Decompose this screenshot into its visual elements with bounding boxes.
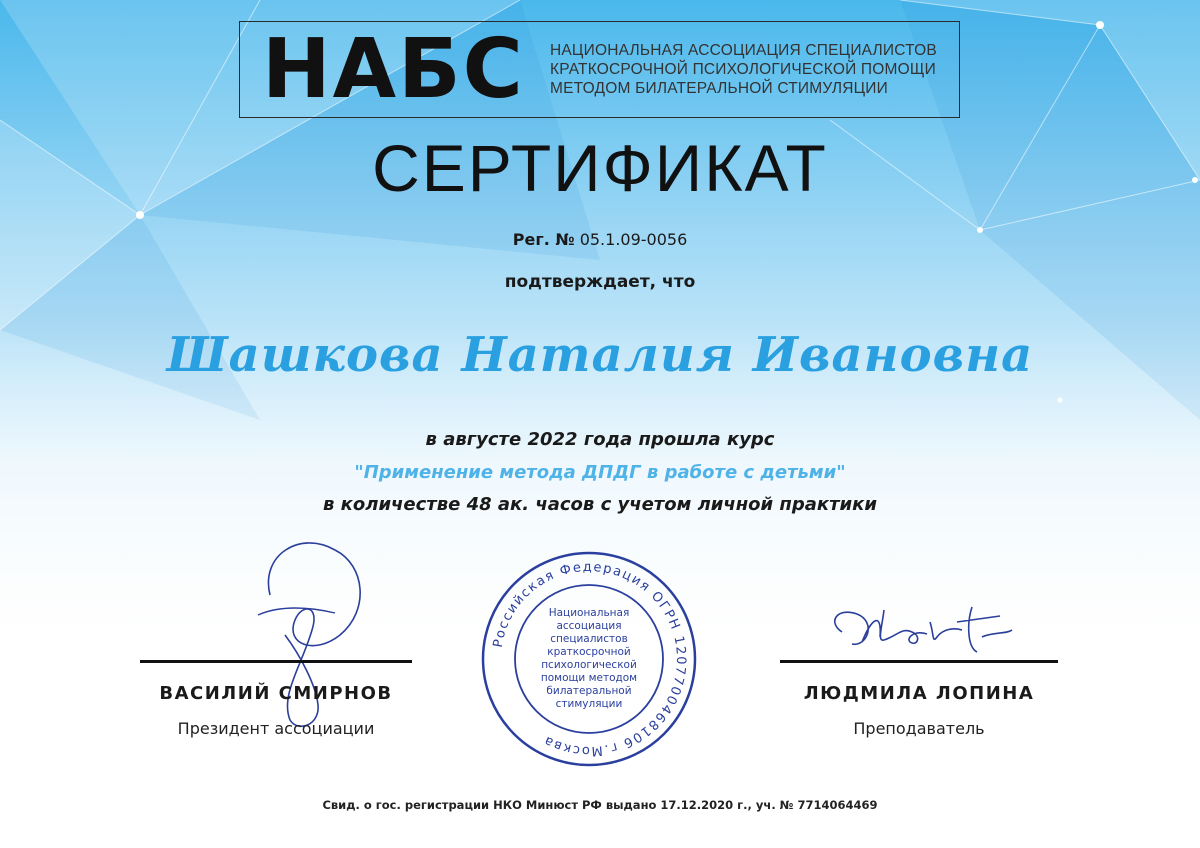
registration-label: Рег. №: [512, 230, 575, 249]
signature-line-right: [780, 660, 1058, 663]
logo-mark: НАБС: [262, 22, 525, 117]
registration-footer: Свид. о гос. регистрации НКО Минюст РФ выдано 17.12.2020 г., уч. № 7714064469: [322, 798, 878, 812]
course-hours-line: в количестве 48 ак. часов с учетом личной практики: [323, 494, 877, 515]
stamp-center-line: специалистов: [550, 633, 628, 645]
stamp-center-line: краткосрочной: [547, 646, 631, 658]
signatory-name-right: ЛЮДМИЛА ЛОПИНА: [803, 683, 1035, 704]
logo-subtitle-line: КРАТКОСРОЧНОЙ ПСИХОЛОГИЧЕСКОЙ ПОМОЩИ: [550, 61, 936, 78]
stamp-center-line: билатеральной: [546, 685, 632, 697]
stamp-center-line: стимуляции: [555, 698, 623, 710]
signatory-name-left: ВАСИЛИЙ СМИРНОВ: [159, 683, 393, 704]
registration-number: [0, 230, 1200, 250]
signature-line-left: [140, 660, 412, 663]
stamp-center-line: психологической: [541, 659, 637, 671]
certificate-title: СЕРТИФИКАТ: [372, 131, 828, 205]
logo-subtitle: [550, 41, 937, 98]
registration-value: 05.1.09-0056: [579, 230, 688, 249]
stamp-center-line: помощи методом: [540, 672, 638, 684]
recipient-name: Шашкова Наталия Ивановна: [166, 327, 1034, 383]
stamp-ring-text: Российская Федерация ОГРН 1207700468106 г.Москва: [490, 559, 689, 759]
signatory-role-right: Преподаватель: [853, 719, 985, 738]
course-title: "Применение метода ДПДГ в работе с детьми": [354, 462, 846, 483]
stamp-center-line: ассоциация: [556, 620, 622, 632]
logo-subtitle-line: НАЦИОНАЛЬНАЯ АССОЦИАЦИЯ СПЕЦИАЛИСТОВ: [550, 42, 937, 59]
logo-subtitle-line: МЕТОДОМ БИЛАТЕРАЛЬНОЙ СТИМУЛЯЦИИ: [550, 80, 888, 97]
stamp-center-line: Национальная: [548, 607, 630, 619]
organization-stamp: [478, 548, 700, 770]
confirms-text: подтверждает, что: [504, 272, 696, 292]
course-date-line: в августе 2022 года прошла курс: [425, 429, 775, 450]
signatory-role-left: Президент ассоциации: [177, 719, 375, 738]
